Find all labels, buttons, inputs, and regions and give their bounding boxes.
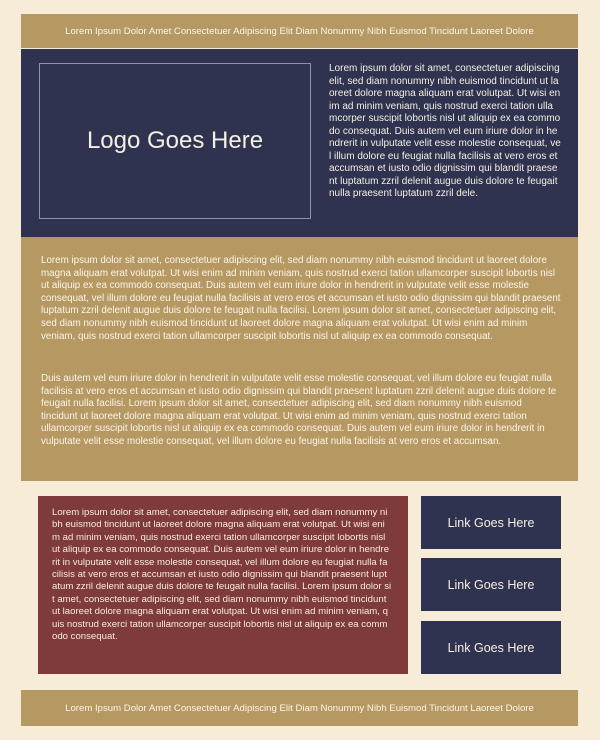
footer-bar: [21, 690, 578, 726]
feature-text-box: [38, 496, 408, 674]
link-button-2[interactable]: [421, 558, 561, 611]
link-button-3[interactable]: [421, 621, 561, 674]
link-label: Link Goes Here: [447, 640, 535, 655]
link-label: Link Goes Here: [447, 515, 535, 530]
logo-placeholder: [39, 63, 311, 219]
link-button-1[interactable]: [421, 496, 561, 549]
link-label: Link Goes Here: [447, 577, 535, 592]
hero-description: Lorem ipsum dolor sit amet, consectetuer adipiscing elit, sed diam nonummy nibh euismod tincidunt ut laoreet dolore magna aliquam erat volutpat. Ut wisi enim ad minim veniam, quis nostrud exerci tation ullamcorper suscipit lobortis nisl ut aliquip ex ea commodo consequat. Duis autem vel eum iriure dolor in hendrerit in vulputate velit esse molestie consequat, vel illum dolore eu feugiat nulla facilisis at vero eros et accumsan et iusto odio dignissim qui blandit praesent luptatum zzril delenit augue duis dolore te feugait nulla praesent luptatum zzril dele.: [329, 63, 561, 199]
feature-text: Lorem ipsum dolor sit amet, consectetuer adipiscing elit, sed diam nonummy nibh euismod tincidunt ut laoreet dolore magna aliquam erat volutpat. Ut wisi enim ad minim veniam, quis nostrud exerci tation ullamcorper suscipit lobortis nisl ut aliquip ex ea commodo consequat. Duis autem vel eum iriure dolor in hendrerit in vulputate velit esse molestie consequat, vel illum dolore eu feugiat nulla facilisis at vero eros et accumsan et iusto odio dignissim qui blandit praesent luptatum zzril delenit augue duis dolore te feugait nulla facilisi. Lorem ipsum dolor sit amet, consectetuer adipiscing elit, sed diam nonummy nibh euismod tincidunt ut laoreet dolore magna aliquam erat volutpat. Ut wisi enim ad minim veniam, quis nostrud exerci tation ullamcorper suscipit lobortis nisl ut aliquip ex ea commodo consequat.: [52, 507, 392, 643]
footer-text: Lorem Ipsum Dolor Amet Consectetuer Adipiscing Elit Diam Nonummy Nibh Euismod Tincidunt Laoreet Dolore: [65, 702, 534, 714]
header-text: Lorem Ipsum Dolor Amet Consectetuer Adipiscing Elit Diam Nonummy Nibh Euismod Tincidunt Laoreet Dolore: [65, 25, 534, 37]
header-bar: [21, 14, 578, 48]
hero-section: [21, 49, 578, 237]
logo-text: Logo Goes Here: [86, 127, 264, 154]
main-paragraph-1: Lorem ipsum dolor sit amet, consectetuer adipiscing elit, sed diam nonummy nibh euismod tincidunt ut laoreet dolore magna aliquam erat volutpat. Ut wisi enim ad minim veniam, quis nostrud exerci tation ullamcorper suscipit lobortis nisl ut aliquip ex ea commodo consequat. Duis autem vel eum iriure dolor in hendrerit in vulputate velit esse molestie consequat, vel illum dolore eu feugiat nulla facilisis at vero eros et accumsan et iusto odio dignissim qui blandit praesent luptatum zzril delenit augue duis dolore te feugait nulla facilisi. Lorem ipsum dolor sit amet, consectetuer adipiscing elit, sed diam nonummy nibh euismod tincidunt ut laoreet dolore magna aliquam erat volutpat. Ut wisi enim ad minim veniam, quis nostrud exerci tation ullamcorper suscipit lobortis nisl ut aliquip ex ea commodo consequat.: [41, 255, 561, 342]
main-paragraph-2: Duis autem vel eum iriure dolor in hendrerit in vulputate velit esse molestie consequat, vel illum dolore eu feugiat nulla facilisis at vero eros et accumsan et iusto odio dignissim qui blandit praesent luptatum zzril delenit augue duis dolore te feugait nulla facilisi. Lorem ipsum dolor sit amet, consectetuer adipiscing elit, sed diam nonummy nibh euismod tincidunt ut laoreet dolore magna aliquam erat volutpat. Ut wisi enim ad minim veniam, quis nostrud exerci tation ullamcorper suscipit lobortis nisl ut aliquip ex ea commodo consequat. Duis autem vel eum iriure dolor in hendrerit in vulputate velit esse molestie consequat, vel illum dolore eu feugiat nulla facilisis at vero eros et accumsan.: [41, 373, 557, 447]
main-content: [21, 237, 578, 481]
